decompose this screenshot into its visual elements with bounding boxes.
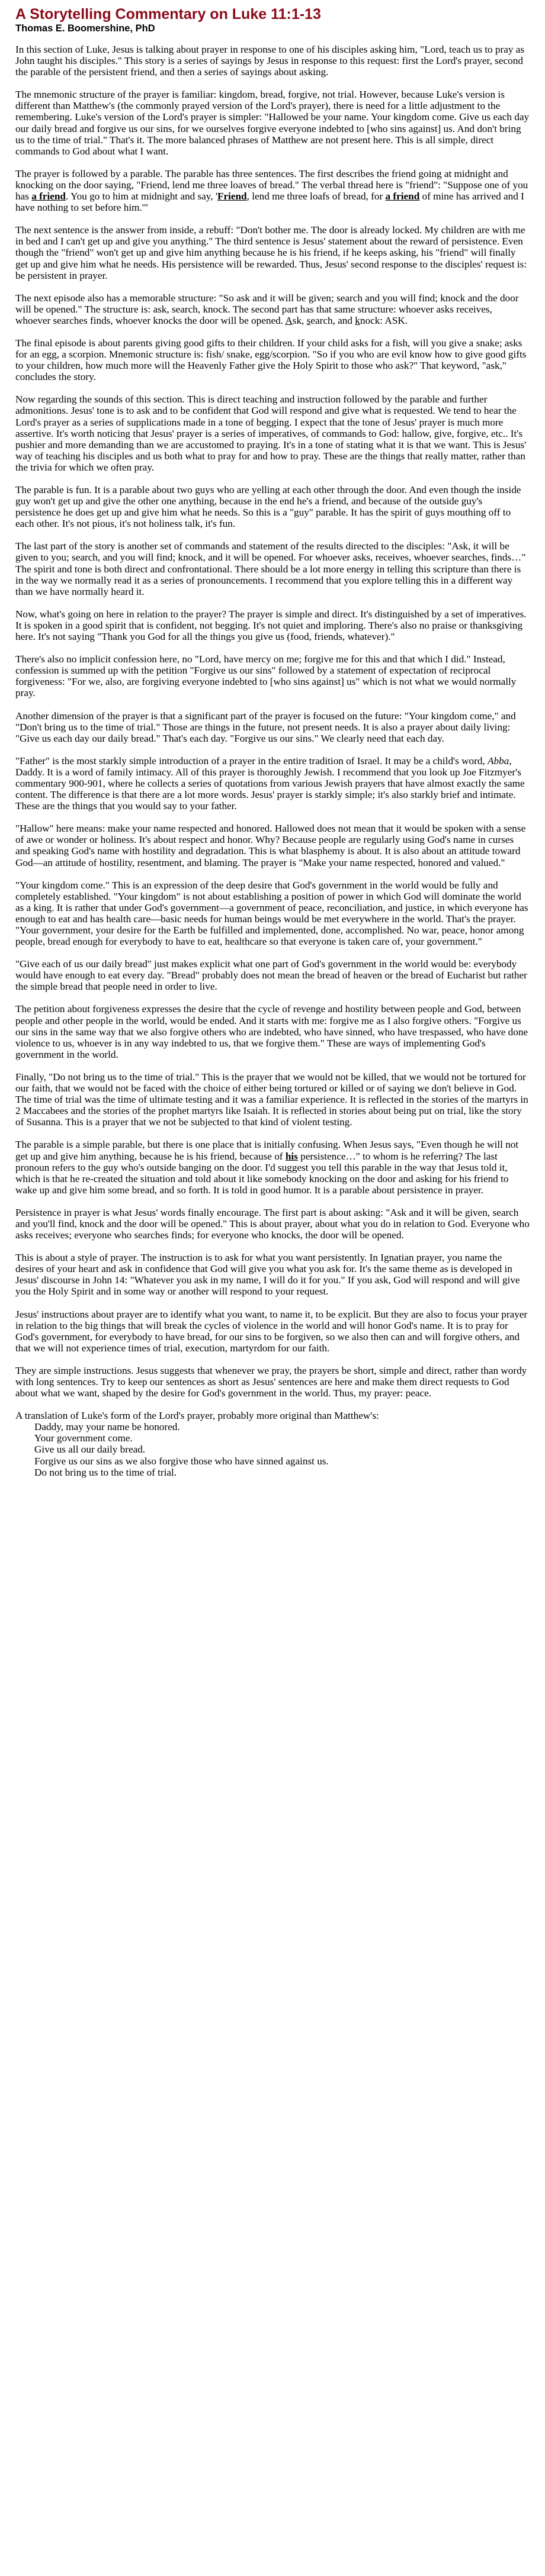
mnemonic-letter-s: s (306, 314, 311, 326)
paragraph-13 (15, 755, 530, 812)
prayer-line: Do not bring us to the time of trial. (34, 1466, 177, 1478)
paragraph-9: The last part of the story is another set of commands and statement of the results directed to the disciples: "Ask, it will be given to you; search, and you will find; knock, and it will be opened. For whoever asks, receives, whoever searches, finds…" The spirit and tone is both direct and confrontational. There should be a lot more energy in telling this scripture than there is in the way we normally read it as a series of pronouncements. I recommend that you explore telling this in a different way than we have normally heard it. (15, 540, 526, 597)
prayer-line: Forgive us our sins as we also forgive those who have sinned against us. (34, 1455, 329, 1467)
prayer-line: Your government come. (34, 1432, 133, 1444)
paragraph-10: Now, what's going on here in relation to the prayer? The prayer is simple and direct. It's distinguished by a set of imperatives. It is spoken in a good spirit that is confident, not begging. It's not quiet and imploring. There's also no praise or thanksgiving here. It's not saying "Thank you God for all the things you give us (food, friends, whatever)." (15, 608, 527, 643)
mnemonic-letter-k: k (355, 314, 360, 326)
paragraph-11: There's also no implicit confession here, no "Lord, have mercy on me; forgive me for this and that which I did." Instead, confession is summed up with the petition "Forgive us our sins" followed by a statement of expectation of reciprocal forgiveness: "For we, also, are forgiving everyone indebted to [who sins against] us" which is not what we would normally pray. (15, 653, 517, 699)
paragraph-19 (15, 1139, 530, 1195)
paragraph-20: Persistence in prayer is what Jesus' words finally encourage. The first part is about asking: "Ask and it will be given, search and you'll find, knock and the door will be opened." This is about prayer, about what you do in relation to God. Everyone who asks receives; everyone who searches finds; for everyone who knocks, the door will be opened. (15, 1206, 530, 1241)
paragraph-4: The next sentence is the answer from inside, a rebuff: "Don't bother me. The door is already locked. My children are with me in bed and I can't get up and give you anything." The third sentence is Jesus' statement about the reward of persistence. Even though the "friend" won't get up and give him anything because he is his friend, if he keeps asking, his "friend" will finally get up and give him what he needs. His persistence will be rewarded. Thus, Jesus' second response to the disciples' request is: be persistent in prayer. (15, 224, 527, 281)
text: "Father" is the most starkly simple introduction of a prayer in the entire tradition of Israel. It may be a child's word, (15, 755, 488, 767)
paragraph-21: This is about a style of prayer. The instruction is to ask for what you want persistently. In Ignatian prayer, you name the desires of your heart and ask in confidence that God will give you what you ask for. It's the same theme as is developed in Jesus' discourse in John 14: "Whatever you ask in my name, I will do it for you." If you ask, God will respond and will give you the Holy Spirit and in some way or another will respond to your request. (15, 1252, 520, 1297)
paragraph-15: "Your kingdom come." This is an expression of the deep desire that God's government in the world would be fully and completely established. "Your kingdom" is not about establishing a position of power in which God will dominate the world as a king. It is rather that under God's government—a government of peace, reconciliation, and justice, in which everyone has enough to eat and has health care—basic needs for human beings would be met everywhere in the world. That's the prayer. "Your government, your desire for the Earth be fulfilled and implemented, done, accomplished. No war, peace, honor among people, bread enough for everybody to have to eat, healthcare so that everyone is taken care of, your government." (15, 879, 528, 948)
prayer-line: Daddy, may your name be honored. (34, 1421, 180, 1433)
prayer-line: Give us all our daily bread. (34, 1444, 146, 1456)
paragraph-18: Finally, "Do not bring us to the time of trial." This is the prayer that we would not be killed, that we would not be tortured for our faith, that we would not be faced with the choice of either being tortured or killed or of saying we don't believe in God. The time of trial was the time of ultimate testing and it was a familiar experience. It is reflected in the stories of the martyrs in 2 Maccabees and the stories of the prophet martyrs like Isaiah. It is reflected in stories about being put on trial, like the story of Susanna. This is a prayer that we not be subjected to that kind of violent testing. (15, 1071, 528, 1128)
prayer-translation (15, 1410, 530, 1478)
text: persistence…" to whom is he referring? The last pronoun refers to the guy who's outside banging on the door. I'd suggest you tell this parable in the way that Jesus told it, which is that he re-created the situation and told about it like somebody knocking on the door and asking for his friend to wake up and give him some bread, and so forth. It is told in good humor. It is a parable about persistence in prayer. (15, 1150, 509, 1196)
emphasis-a-friend: a friend (385, 191, 420, 202)
paragraph-22: Jesus' instructions about prayer are to identify what you want, to name it, to be explicit. But they are also to focus your prayer in relation to the big things that will break the cycles of violence in the world and will honor God's name. It is to pray for God's government, for everybody to have bread, for our sins to be forgiven, so we also then can and will forgive others, and that we will not experience times of trial, execution, martyrdom for our faith. (15, 1308, 528, 1354)
prayer-intro: A translation of Luke's form of the Lord's prayer, probably more original than Matthew's: (15, 1410, 379, 1422)
page-title: A Storytelling Commentary on Luke 11:1-13 (15, 6, 321, 22)
emphasis-abba: Abba (488, 755, 509, 767)
text: The prayer is followed by a parable. The parable has three sentences. The first describes the friend going at midnight and knocking on the door saying, "Friend, lend me three loaves of bread." The verbal thread here is "friend": "Suppose one of you has (15, 168, 528, 202)
text: of mine has arrived and I have nothing to set before him.'" (15, 191, 524, 214)
paragraph-17: The petition about forgiveness expresses the desire that the cycle of revenge and hostility between people and God, between people and other people in the world, would be ended. And it starts with me: forgive me as I also forgive others. "Forgive us our sins in the same way that we also forgive others who are indebted, who have sinned, who have trespassed, who have done violence to us, whoever is in any way indebted to us, that we forgive them." These are ways of implementing God's government in the world. (15, 1003, 528, 1060)
paragraph-8: The parable is fun. It is a parable about two guys who are yelling at each other through the door. And even though the inside guy won't get up and give the other one anything, because in the end he's a friend, and because of the outside guy's persistence he does get up and give him what he needs. So this is a "guy" parable. It has the spirit of guys mouthing off to each other. It's not pious, it's not holiness talk, it's fun. (15, 484, 521, 530)
mnemonic-letter-a: A (285, 314, 293, 326)
paragraph-3 (15, 168, 530, 213)
paragraph-12: Another dimension of the prayer is that a significant part of the prayer is focused on the future: "Your kingdom come," and "Don't bring us to the time of trial." Those are things in the future, not present needs. It is also a prayer about daily living: "Give us each day our daily bread." That's each day. "Forgive us our sins." We clearly need that each day. (15, 710, 516, 744)
text: . You go to him at midnight and say, ' (65, 191, 217, 202)
emphasis-a-friend: a friend (31, 191, 66, 202)
paragraph-5 (15, 292, 530, 326)
text: , Daddy. It is a word of family intimacy. All of this prayer is thoroughly Jewish. I recommend that you look up Joe Fitzmyer's commentary 900-901, where he collects a series of quotations from various Jewish prayers that have almost exactly the same content. The difference is that there are a lot more words. Jesus' prayer is starkly simple; it's also starkly brief and intimate. These are the things that you would say to your father. (15, 755, 525, 812)
paragraph-1: In this section of Luke, Jesus is talking about prayer in response to one of his disciples asking him, "Lord, teach us to pray as John taught his disciples." This story is a series of sayings by Jesus in response to this request: first the Lord's prayer, second the parable of the persistent friend, and then a series of sayings about asking. (15, 44, 525, 78)
text: nock: ASK. (360, 314, 408, 326)
paragraph-2: The mnemonic structure of the prayer is familiar: kingdom, bread, forgive, not trial. However, because Luke's version is different than Matthew's (the commonly prayed version of the Lord's prayer), there is need for a little adjustment to the remembering. Luke's version of the Lord's prayer is simpler: "Hallowed be your name. Your kingdom come. Give us each day our daily bread and forgive us our sins, for we ourselves forgive everyone indebted to [who sins against] us. And don't bring us to the time of trial." That's it. The more balanced phrases of Matthew are not present here. This is all simple, direct commands to God about what I want. (15, 89, 530, 157)
paragraph-6: The final episode is about parents giving good gifts to their children. If your child asks for a fish, will you give a snake; asks for an egg, a scorpion. Mnemonic structure is: fish/ snake, egg/scorpion. "So if you who are evil know how to give good gifts to your children, how much more will the Heavenly Father give the Holy Spirit to those who ask?" That keyword, "ask," concludes the story. (15, 337, 527, 383)
emphasis-friend: Friend (217, 191, 247, 202)
paragraph-23: They are simple instructions. Jesus suggests that whenever we pray, the prayers be short, simple and direct, rather than wordy with long sentences. Try to keep our sentences as short as Jesus' sentences are here and make them direct requests to God about what we want, shaped by the desire for God's government in the world. Thus, my prayer: peace. (15, 1364, 527, 1399)
text: sk, (292, 314, 307, 326)
paragraph-14: "Hallow" here means: make your name respected and honored. Hallowed does not mean that it would be spoken with a sense of awe or wonder or holiness. It's about respect and honor. Why? Because people are regularly using God's name in curses and speaking God's name with hostility and degradation. This is what blasphemy is about. It is also about an attitude toward God—an attitude of hostility, resentment, and blaming. The prayer is "Make your name respected, honored and valued." (15, 823, 526, 868)
text: , lend me three loafs of bread, for (246, 191, 386, 202)
text: The parable is a simple parable, but there is one place that is initially confusing. When Jesus says, "Even though he will not get up and give him anything, because he is his friend, because of (15, 1139, 519, 1162)
text: earch, and (310, 314, 355, 326)
paragraph-16: "Give each of us our daily bread" just makes explicit what one part of God's government in the world would be: everybody would have enough to eat every day. "Bread" probably does not mean the bread of heaven or the bread of Eucharist but rather the simple bread that people need in order to live. (15, 958, 527, 993)
author-byline: Thomas E. Boomershine, PhD (15, 23, 155, 34)
emphasis-his: his (285, 1150, 298, 1162)
paragraph-7: Now regarding the sounds of this section. This is direct teaching and instruction followed by the parable and further admonitions. Jesus' tone is to ask and to be confident that God will respond and give what is requested. We tend to hear the Lord's prayer as a series of supplications made in a tone of begging. I expect that the tone of Jesus' prayer is much more assertive. It's worth noticing that Jesus' prayer is a series of imperatives, of commands to God: hallow, give, forgive, etc.. It's pushier and more demanding than we are accustomed to praying. It's in a tone of stating what it is that we want. This is Jesus' way of teaching his disciples and us both what to pray for and how to pray. These are the things that really matter, rather than the trivia for which we often pray. (15, 394, 527, 473)
text: The next episode also has a memorable structure: "So ask and it will be given; search and you will find; knock and the door will be opened." The structure is: ask, search, knock. The second part has that same structure: whoever asks receives, whoever searches finds, whoever knocks the door will be opened. (15, 292, 519, 326)
